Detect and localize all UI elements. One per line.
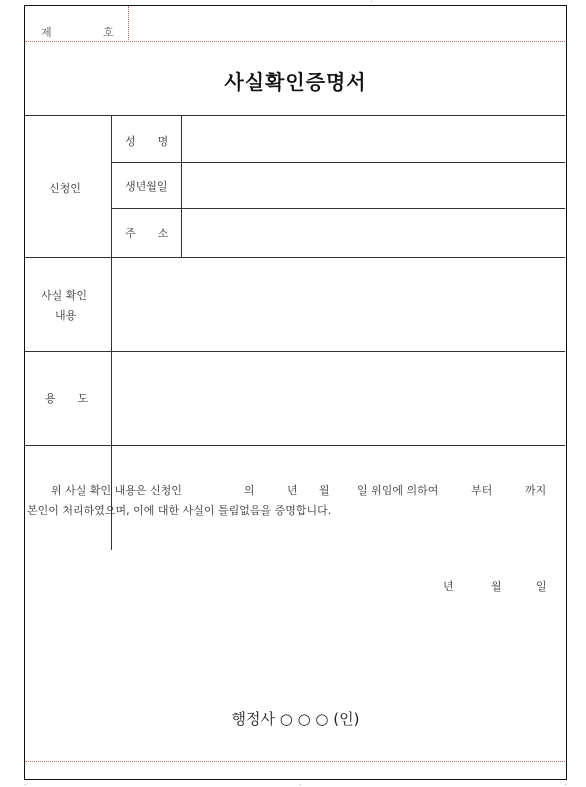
crop-mark: [371, 1, 372, 2]
statement-part: 의: [244, 484, 255, 497]
doc-number-label: 제: [41, 26, 52, 39]
doc-number-line: [25, 41, 565, 42]
fact-content-label-line2: 내용: [55, 309, 77, 322]
page-title: 사실확인증명서: [224, 70, 367, 94]
field-label-divider: [181, 116, 182, 257]
purpose-label: 용 도: [45, 392, 89, 405]
signature-line: 행정사 ○ ○ ○ (인): [231, 710, 360, 728]
name-label: 성 명: [125, 135, 169, 148]
crop-mark: [25, 784, 26, 785]
statement-part: 위 사실 확인 내용은 신청인: [51, 484, 182, 497]
statement-part: 년: [287, 484, 298, 497]
date-day-label: 일: [536, 580, 547, 593]
statement-line-2: 본인이 처리하였으며, 이에 대한 사실이 틀림없음을 증명합니다.: [27, 504, 332, 517]
statement-part: 월: [319, 484, 330, 497]
fact-content-field[interactable]: [113, 259, 563, 349]
name-row-rule: [112, 162, 565, 163]
fact-bottom-rule: [25, 351, 565, 352]
statement-part: 일 위임에 의하여: [357, 484, 439, 497]
title-bottom-rule: [25, 115, 565, 116]
certificate-form: [24, 5, 567, 780]
birth-label: 생년월일: [125, 180, 168, 193]
doc-number-suffix: 호: [103, 26, 114, 39]
address-label: 주 소: [125, 227, 169, 240]
statement-part: 까지: [525, 484, 547, 497]
address-field[interactable]: [183, 210, 563, 254]
date-month-label: 월: [491, 580, 502, 593]
name-field[interactable]: [183, 118, 563, 160]
birth-date-field[interactable]: [183, 164, 563, 206]
date-year-label: 년: [443, 580, 454, 593]
statement-part: 부터: [471, 484, 493, 497]
applicant-bottom-rule: [25, 257, 565, 258]
doc-number-divider: [128, 6, 129, 42]
purpose-field[interactable]: [113, 353, 563, 443]
crop-mark: [565, 784, 566, 785]
fact-content-label-line1: 사실 확인: [41, 289, 88, 302]
crop-mark: [300, 784, 301, 785]
birth-row-rule: [112, 208, 565, 209]
footer-dotted-rule: [25, 761, 565, 762]
applicant-label: 신청인: [49, 182, 81, 195]
purpose-bottom-rule: [25, 445, 565, 446]
